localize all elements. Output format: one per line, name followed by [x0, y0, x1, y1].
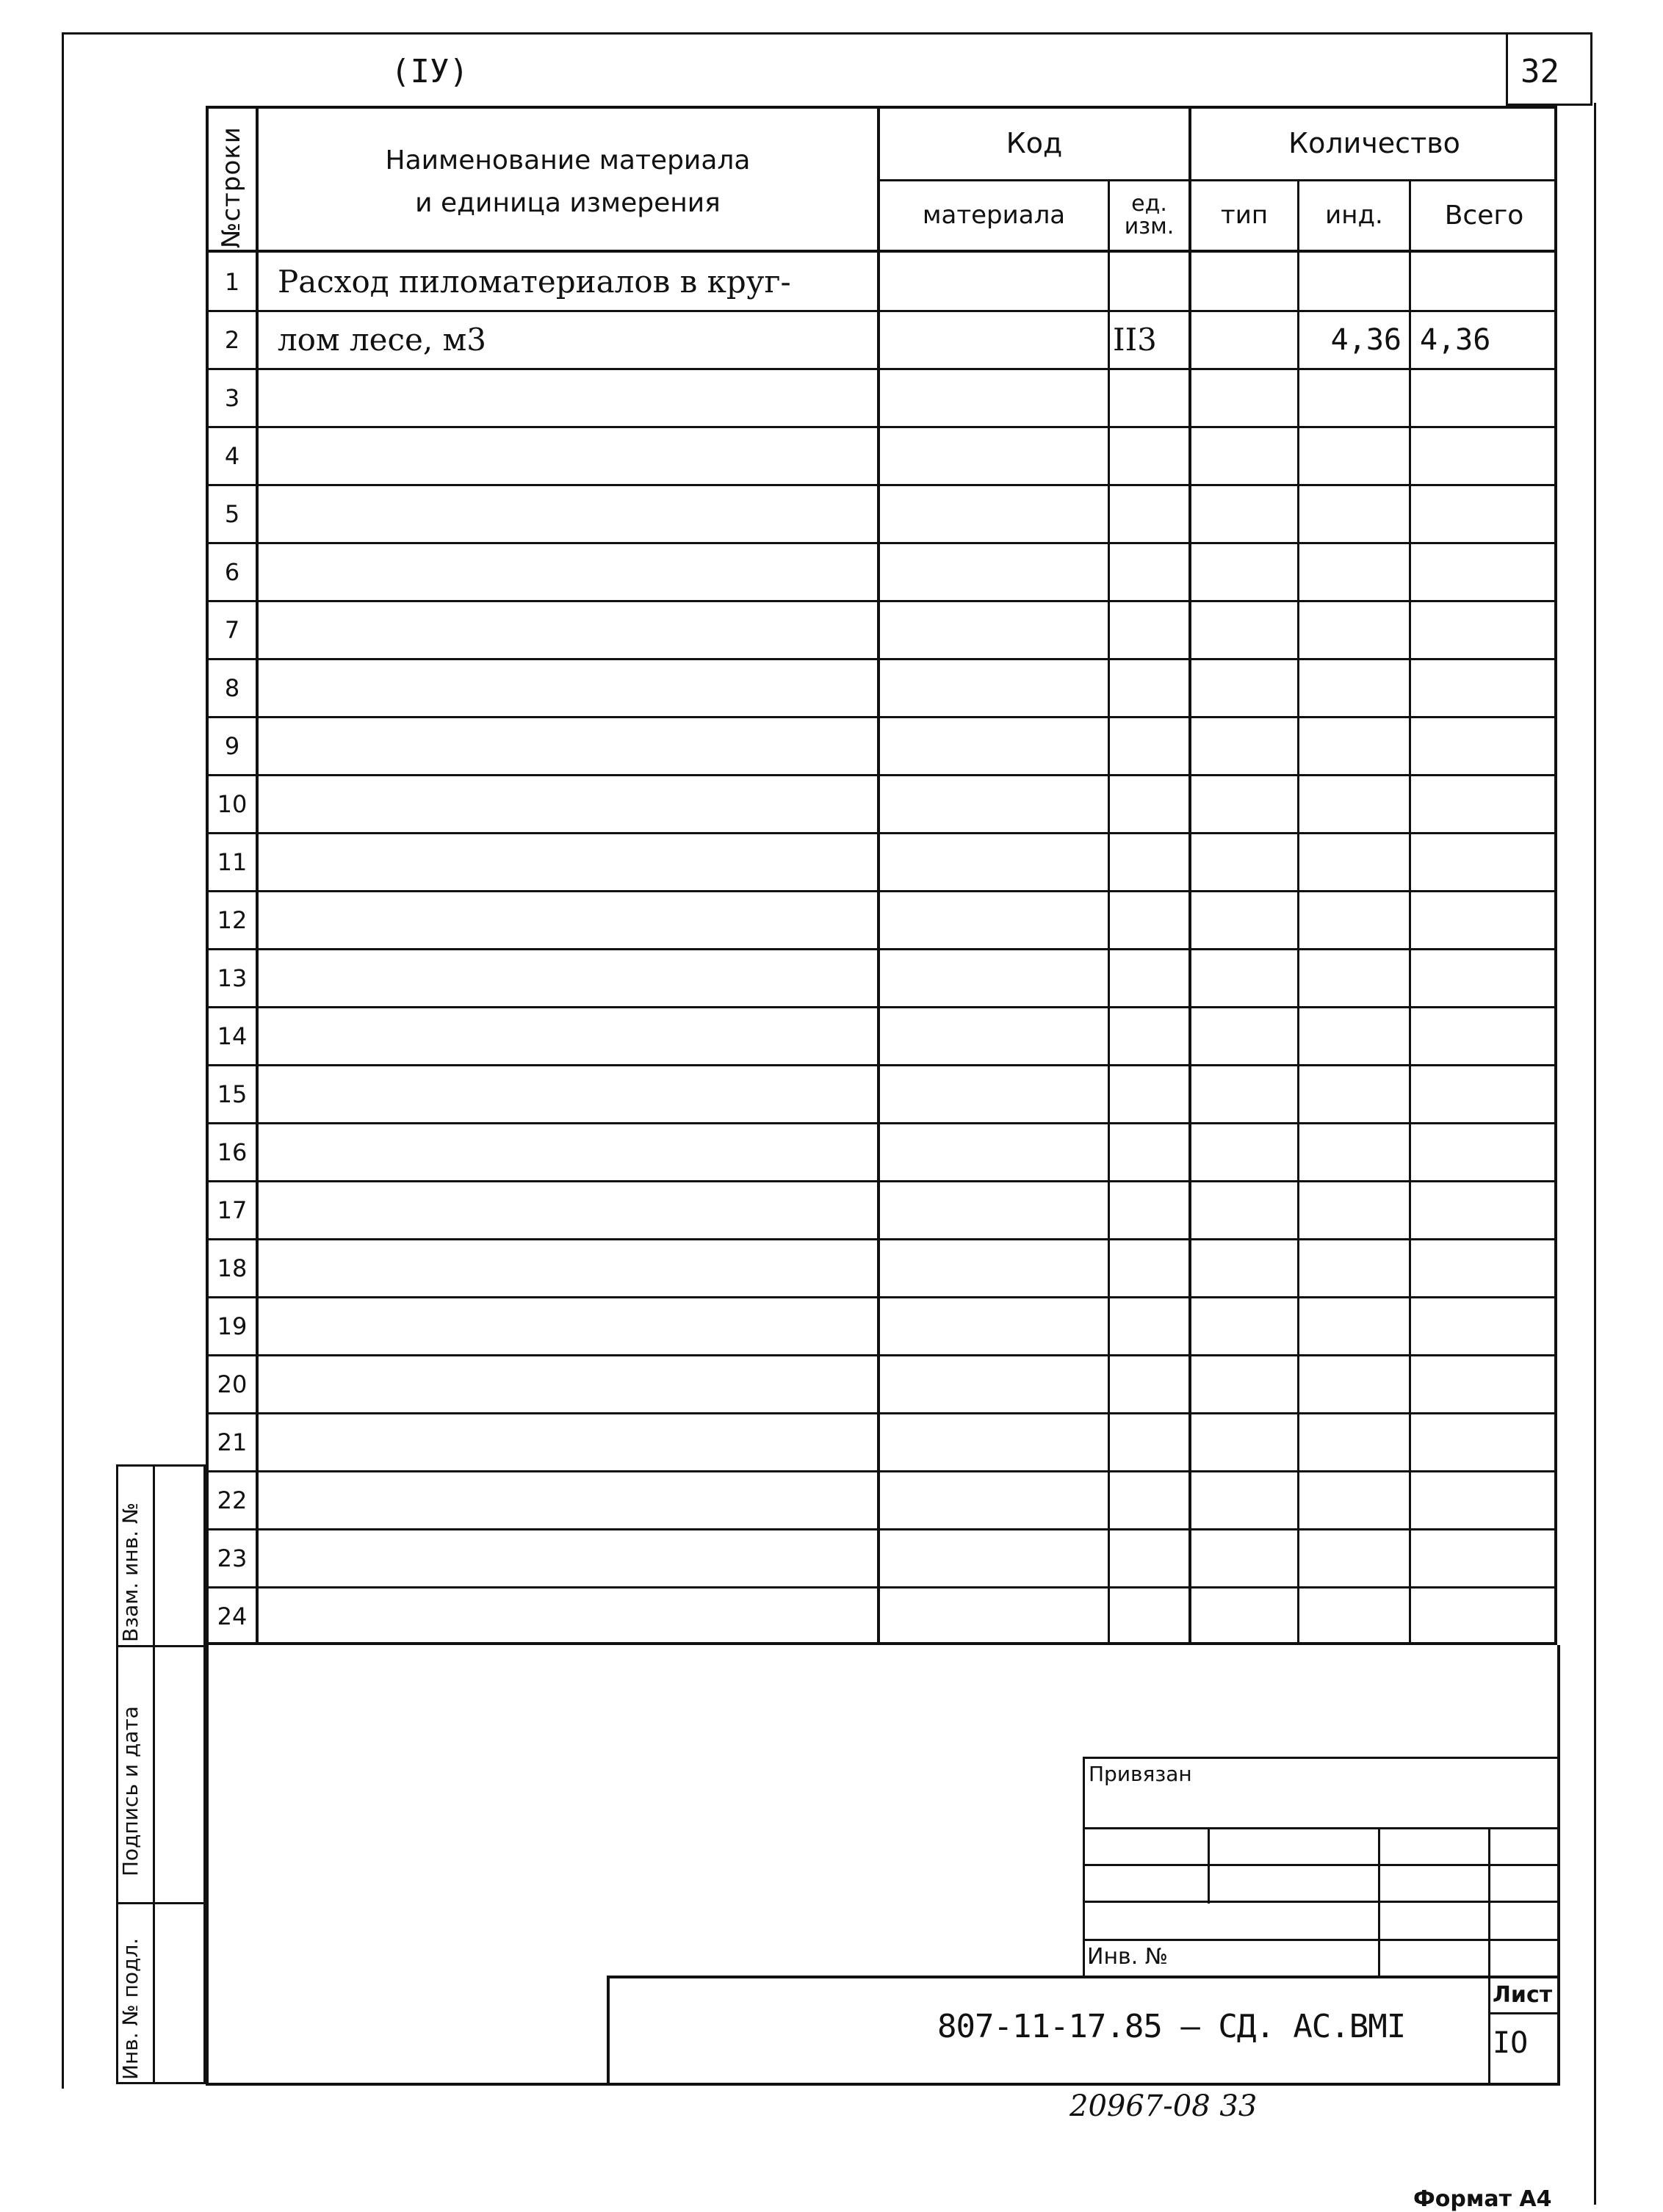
row-qty-ind: [1299, 775, 1409, 833]
row-number: 22: [217, 1486, 248, 1514]
row-unit-code: [1110, 1007, 1188, 1065]
row-material-code: [880, 1529, 1108, 1587]
row-qty-ind: [1299, 1007, 1409, 1065]
row-qty-total: [1411, 775, 1557, 833]
row-number: 4: [224, 441, 240, 470]
row-material-code: [880, 1239, 1108, 1297]
row-qty-type: [1191, 1297, 1297, 1355]
row-material-code: [880, 1587, 1108, 1645]
frame-right-line: [1594, 103, 1596, 2205]
row-qty-ind: [1299, 717, 1409, 775]
row-qty-total: [1411, 485, 1557, 543]
row-name: Расход пиломатериалов в круг-: [278, 264, 791, 300]
row-unit-code: [1110, 891, 1188, 949]
row-qty-ind: [1299, 1239, 1409, 1297]
row-number-header: №строки: [217, 126, 246, 248]
row-number: 3: [224, 383, 240, 412]
row-qty-type: [1191, 1587, 1297, 1645]
row-unit-code: II3: [1113, 322, 1157, 358]
page-number: 32: [1520, 53, 1559, 90]
row-qty-ind: [1299, 1413, 1409, 1471]
row-qty-type: [1191, 833, 1297, 891]
row-qty-type: [1191, 311, 1297, 369]
row-name: [259, 775, 877, 833]
row-number: 2: [224, 325, 240, 354]
row-qty-type: [1191, 775, 1297, 833]
binding-col-1: [1208, 1827, 1210, 1904]
row-unit-code: [1110, 949, 1188, 1007]
row-unit-code: [1110, 253, 1188, 311]
row-unit-code: [1110, 775, 1188, 833]
row-qty-ind: [1299, 1529, 1409, 1587]
row-material-code: [880, 311, 1108, 369]
row-name: [259, 1065, 877, 1123]
code-material-header: материала: [922, 200, 1066, 230]
row-qty-total: [1411, 1007, 1557, 1065]
row-qty-total: [1411, 601, 1557, 659]
row-name: [259, 369, 877, 427]
row-qty-ind: [1299, 543, 1409, 601]
row-qty-total: [1411, 659, 1557, 717]
row-unit-code: [1110, 1471, 1188, 1529]
row-number: 16: [217, 1138, 248, 1166]
row-number: 20: [217, 1370, 248, 1398]
row-qty-type: [1191, 1065, 1297, 1123]
header-subline: [877, 179, 1557, 181]
row-qty-ind: [1299, 949, 1409, 1007]
row-qty-type: [1191, 1355, 1297, 1413]
row-qty-total: [1411, 1413, 1557, 1471]
row-qty-ind: [1299, 369, 1409, 427]
row-qty-type: [1191, 891, 1297, 949]
row-qty-type: [1191, 485, 1297, 543]
row-qty-total: [1411, 1297, 1557, 1355]
row-qty-total: [1411, 891, 1557, 949]
row-qty-type: [1191, 427, 1297, 485]
row-qty-type: [1191, 601, 1297, 659]
row-qty-ind: [1299, 253, 1409, 311]
row-name: [259, 485, 877, 543]
row-material-code: [880, 543, 1108, 601]
replace-inv-label: Взам. инв. №: [118, 1502, 143, 1642]
row-name: [259, 833, 877, 891]
row-material-code: [880, 1355, 1108, 1413]
row-qty-type: [1191, 253, 1297, 311]
row-qty-total: [1411, 427, 1557, 485]
row-qty-ind: [1299, 891, 1409, 949]
row-number: 1: [224, 267, 240, 296]
row-material-code: [880, 601, 1108, 659]
row-number: 14: [217, 1022, 248, 1050]
row-qty-total: [1411, 1239, 1557, 1297]
format-label: Формат А4: [1413, 2186, 1552, 2212]
row-number: 13: [217, 964, 248, 992]
row-qty-total: [1411, 949, 1557, 1007]
row-name: [259, 427, 877, 485]
archive-number: 20967-08 33: [1069, 2089, 1258, 2123]
row-unit-code: [1110, 659, 1188, 717]
row-qty-ind: [1299, 601, 1409, 659]
row-name: [259, 659, 877, 717]
row-qty-ind: [1299, 1471, 1409, 1529]
row-number: 7: [224, 615, 240, 644]
sheet-label: Лист: [1493, 1982, 1553, 2008]
row-qty-total: [1411, 1065, 1557, 1123]
code-unit-line2: изм.: [1124, 214, 1175, 239]
row-number: 6: [224, 557, 240, 586]
inv-original-label: Инв. № подл.: [118, 1937, 143, 2080]
row-material-code: [880, 1181, 1108, 1239]
row-name: [259, 1007, 877, 1065]
row-name: [259, 1529, 877, 1587]
row-unit-code: [1110, 543, 1188, 601]
row-material-code: [880, 1471, 1108, 1529]
row-qty-ind: [1299, 485, 1409, 543]
row-qty-type: [1191, 1239, 1297, 1297]
row-unit-code: [1110, 1065, 1188, 1123]
row-qty-type: [1191, 1413, 1297, 1471]
row-qty-total: [1411, 1587, 1557, 1645]
row-name: [259, 949, 877, 1007]
row-number: 15: [217, 1080, 248, 1108]
row-material-code: [880, 485, 1108, 543]
row-qty-type: [1191, 1471, 1297, 1529]
row-name: [259, 1123, 877, 1181]
row-number: 24: [217, 1602, 248, 1630]
frame-left-line: [62, 32, 64, 2089]
row-unit-code: [1110, 1297, 1188, 1355]
row-name: [259, 543, 877, 601]
row-unit-code: [1110, 369, 1188, 427]
row-qty-total: [1411, 253, 1557, 311]
row-qty-ind: [1299, 659, 1409, 717]
row-qty-total: [1411, 369, 1557, 427]
row-name: лом лесе, м3: [278, 322, 486, 358]
row-unit-code: [1110, 1587, 1188, 1645]
row-qty-ind: [1299, 1355, 1409, 1413]
binding-col-2: [1378, 1827, 1380, 1977]
row-unit-code: [1110, 427, 1188, 485]
row-number: 19: [217, 1312, 248, 1340]
row-qty-total: [1411, 1529, 1557, 1587]
row-qty-total: 4,36: [1420, 322, 1491, 357]
row-material-code: [880, 369, 1108, 427]
row-unit-code: [1110, 833, 1188, 891]
row-material-code: [880, 659, 1108, 717]
row-qty-type: [1191, 1123, 1297, 1181]
row-qty-ind: [1299, 427, 1409, 485]
row-unit-code: [1110, 485, 1188, 543]
row-name: [259, 717, 877, 775]
row-material-code: [880, 1065, 1108, 1123]
row-unit-code: [1110, 717, 1188, 775]
row-number: 5: [224, 499, 240, 528]
quantity-group-header: Количество: [1288, 127, 1460, 159]
row-qty-total: [1411, 833, 1557, 891]
row-qty-ind: [1299, 1587, 1409, 1645]
row-name: [259, 1413, 877, 1471]
lower-left-line: [206, 1645, 209, 2086]
row-material-code: [880, 891, 1108, 949]
qty-ind-header: инд.: [1325, 200, 1383, 230]
sheet-sep: [1488, 2012, 1560, 2014]
row-qty-type: [1191, 1007, 1297, 1065]
side-stamp-sep-2: [116, 1902, 206, 1904]
row-qty-total: [1411, 1355, 1557, 1413]
qty-total-header: Всего: [1444, 200, 1524, 231]
inv-no-label: Инв. №: [1087, 1944, 1169, 1970]
document-code: 807-11-17.85 — СД. АС.ВМI: [937, 2008, 1406, 2045]
row-qty-type: [1191, 369, 1297, 427]
sheet-number: IO: [1493, 2026, 1529, 2060]
code-group-header: Код: [1006, 127, 1063, 159]
row-number: 10: [217, 789, 248, 818]
row-qty-total: [1411, 543, 1557, 601]
row-material-code: [880, 833, 1108, 891]
row-qty-type: [1191, 949, 1297, 1007]
row-name: [259, 1239, 877, 1297]
bound-to-label: Привязан: [1089, 1762, 1192, 1786]
row-qty-type: [1191, 543, 1297, 601]
row-qty-type: [1191, 659, 1297, 717]
row-qty-ind: [1299, 1181, 1409, 1239]
section-label: (IУ): [391, 53, 469, 90]
row-qty-total: [1411, 1123, 1557, 1181]
name-header-line2: и единица измерения: [415, 187, 721, 218]
row-number: 17: [217, 1196, 248, 1224]
row-name: [259, 1471, 877, 1529]
name-header-line1: Наименование материала: [385, 145, 751, 176]
row-name: [259, 1355, 877, 1413]
row-name: [259, 1181, 877, 1239]
row-qty-ind: [1299, 1065, 1409, 1123]
row-number: 18: [217, 1254, 248, 1282]
row-material-code: [880, 717, 1108, 775]
row-unit-code: [1110, 1239, 1188, 1297]
row-unit-code: [1110, 1123, 1188, 1181]
row-material-code: [880, 1007, 1108, 1065]
side-stamp-sep-1: [116, 1645, 206, 1647]
row-number: 11: [217, 847, 248, 876]
row-qty-ind: [1299, 1297, 1409, 1355]
row-qty-ind: [1299, 1123, 1409, 1181]
row-unit-code: [1110, 1355, 1188, 1413]
row-qty-type: [1191, 1529, 1297, 1587]
row-name: [259, 1297, 877, 1355]
row-material-code: [880, 1297, 1108, 1355]
row-material-code: [880, 1413, 1108, 1471]
code-unit-line1: ед.: [1131, 190, 1167, 217]
row-qty-total: [1411, 1471, 1557, 1529]
row-material-code: [880, 775, 1108, 833]
row-number: 23: [217, 1544, 248, 1572]
code-unit-header: [1110, 182, 1188, 248]
row-number: 12: [217, 906, 248, 934]
row-unit-code: [1110, 1181, 1188, 1239]
row-number: 21: [217, 1428, 248, 1456]
row-name: [259, 601, 877, 659]
row-number: 8: [224, 673, 240, 702]
row-qty-ind: [1299, 833, 1409, 891]
row-qty-type: [1191, 717, 1297, 775]
side-stamp-divider: [153, 1464, 155, 2084]
row-unit-code: [1110, 1529, 1188, 1587]
sign-date-label: Подпись и дата: [118, 1706, 143, 1876]
row-unit-code: [1110, 1413, 1188, 1471]
qty-type-header: тип: [1220, 200, 1269, 230]
row-qty-total: [1411, 717, 1557, 775]
row-material-code: [880, 253, 1108, 311]
row-material-code: [880, 949, 1108, 1007]
frame-top-line: [62, 32, 1590, 35]
row-material-code: [880, 1123, 1108, 1181]
row-number: 9: [224, 731, 240, 760]
row-qty-ind: 4,36: [1330, 322, 1402, 357]
row-name: [259, 1587, 877, 1645]
row-qty-type: [1191, 1181, 1297, 1239]
row-qty-total: [1411, 1181, 1557, 1239]
row-material-code: [880, 427, 1108, 485]
row-name: [259, 891, 877, 949]
row-unit-code: [1110, 601, 1188, 659]
